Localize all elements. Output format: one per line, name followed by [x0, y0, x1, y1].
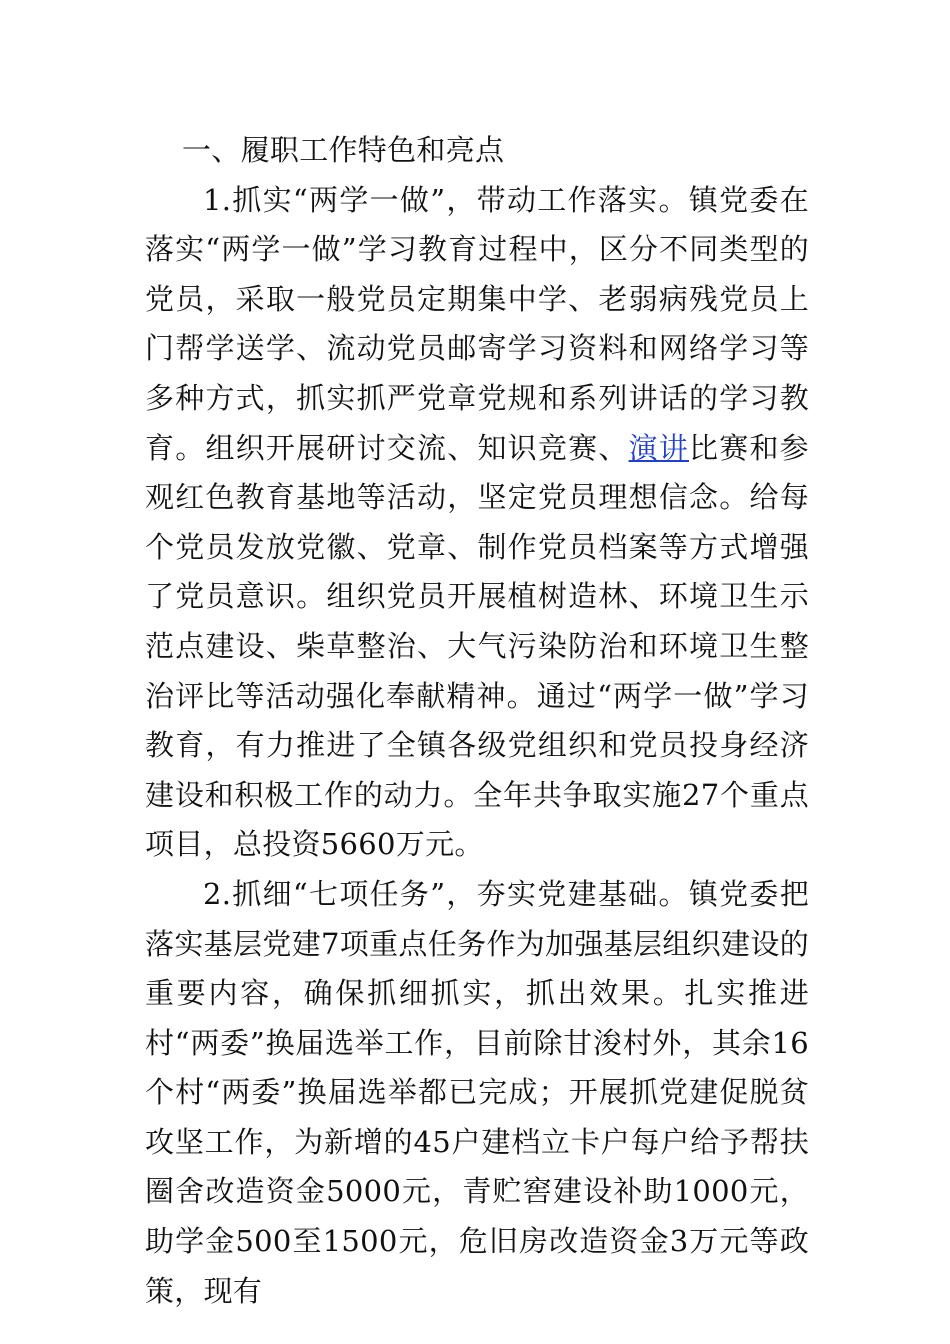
paragraph-1-text-end: 比赛和参观红色教育基地等活动，坚定党员理想信念。给每个党员发放党徽、党章、制作党员档案等方式增强了党员意识。组织党员开展植树造林、环境卫生示范点建设、柴草整治、大气污染防治和环境卫生整治评比等活动强化奉献精神。通过“两学一做”学习教育，有力推进了全镇各级党组织和党员投身经济建设和积极工作的动力。全年共争取实施27个重点项目，总投资5660万元。	[145, 430, 809, 862]
document-body	[145, 126, 809, 1316]
paragraph-2: 2.抓细“七项任务”，夯实党建基础。镇党委把落实基层党建7项重点任务作为加强基层组织建设的重要内容，确保抓细抓实，抓出效果。扎实推进村“两委”换届选举工作，目前除甘浚村外，其余16个村“两委”换届选举都已完成；开展抓党建促脱贫攻坚工作，为新增的45户建档立卡户每户给予帮扶圈舍改造资金5000元，青贮窖建设补助1000元，助学金500至1500元，危旧房改造资金3万元等政策，现有	[145, 876, 809, 1308]
paragraph-1-text-start: 1.抓实“两学一做”，带动工作落实。镇党委在落实“两学一做”学习教育过程中，区分不同类型的党员，采取一般党员定期集中学、老弱病残党员上门帮学送学、流动党员邮寄学习资料和网络学习等多种方式，抓实抓严党章党规和系列讲话的学习教育。组织开展研讨交流、知识竞赛、	[145, 182, 809, 465]
speech-link[interactable]: 演讲	[628, 430, 690, 465]
section-heading: 一、履职工作特色和亮点	[182, 133, 505, 167]
paragraph-1	[145, 176, 809, 870]
